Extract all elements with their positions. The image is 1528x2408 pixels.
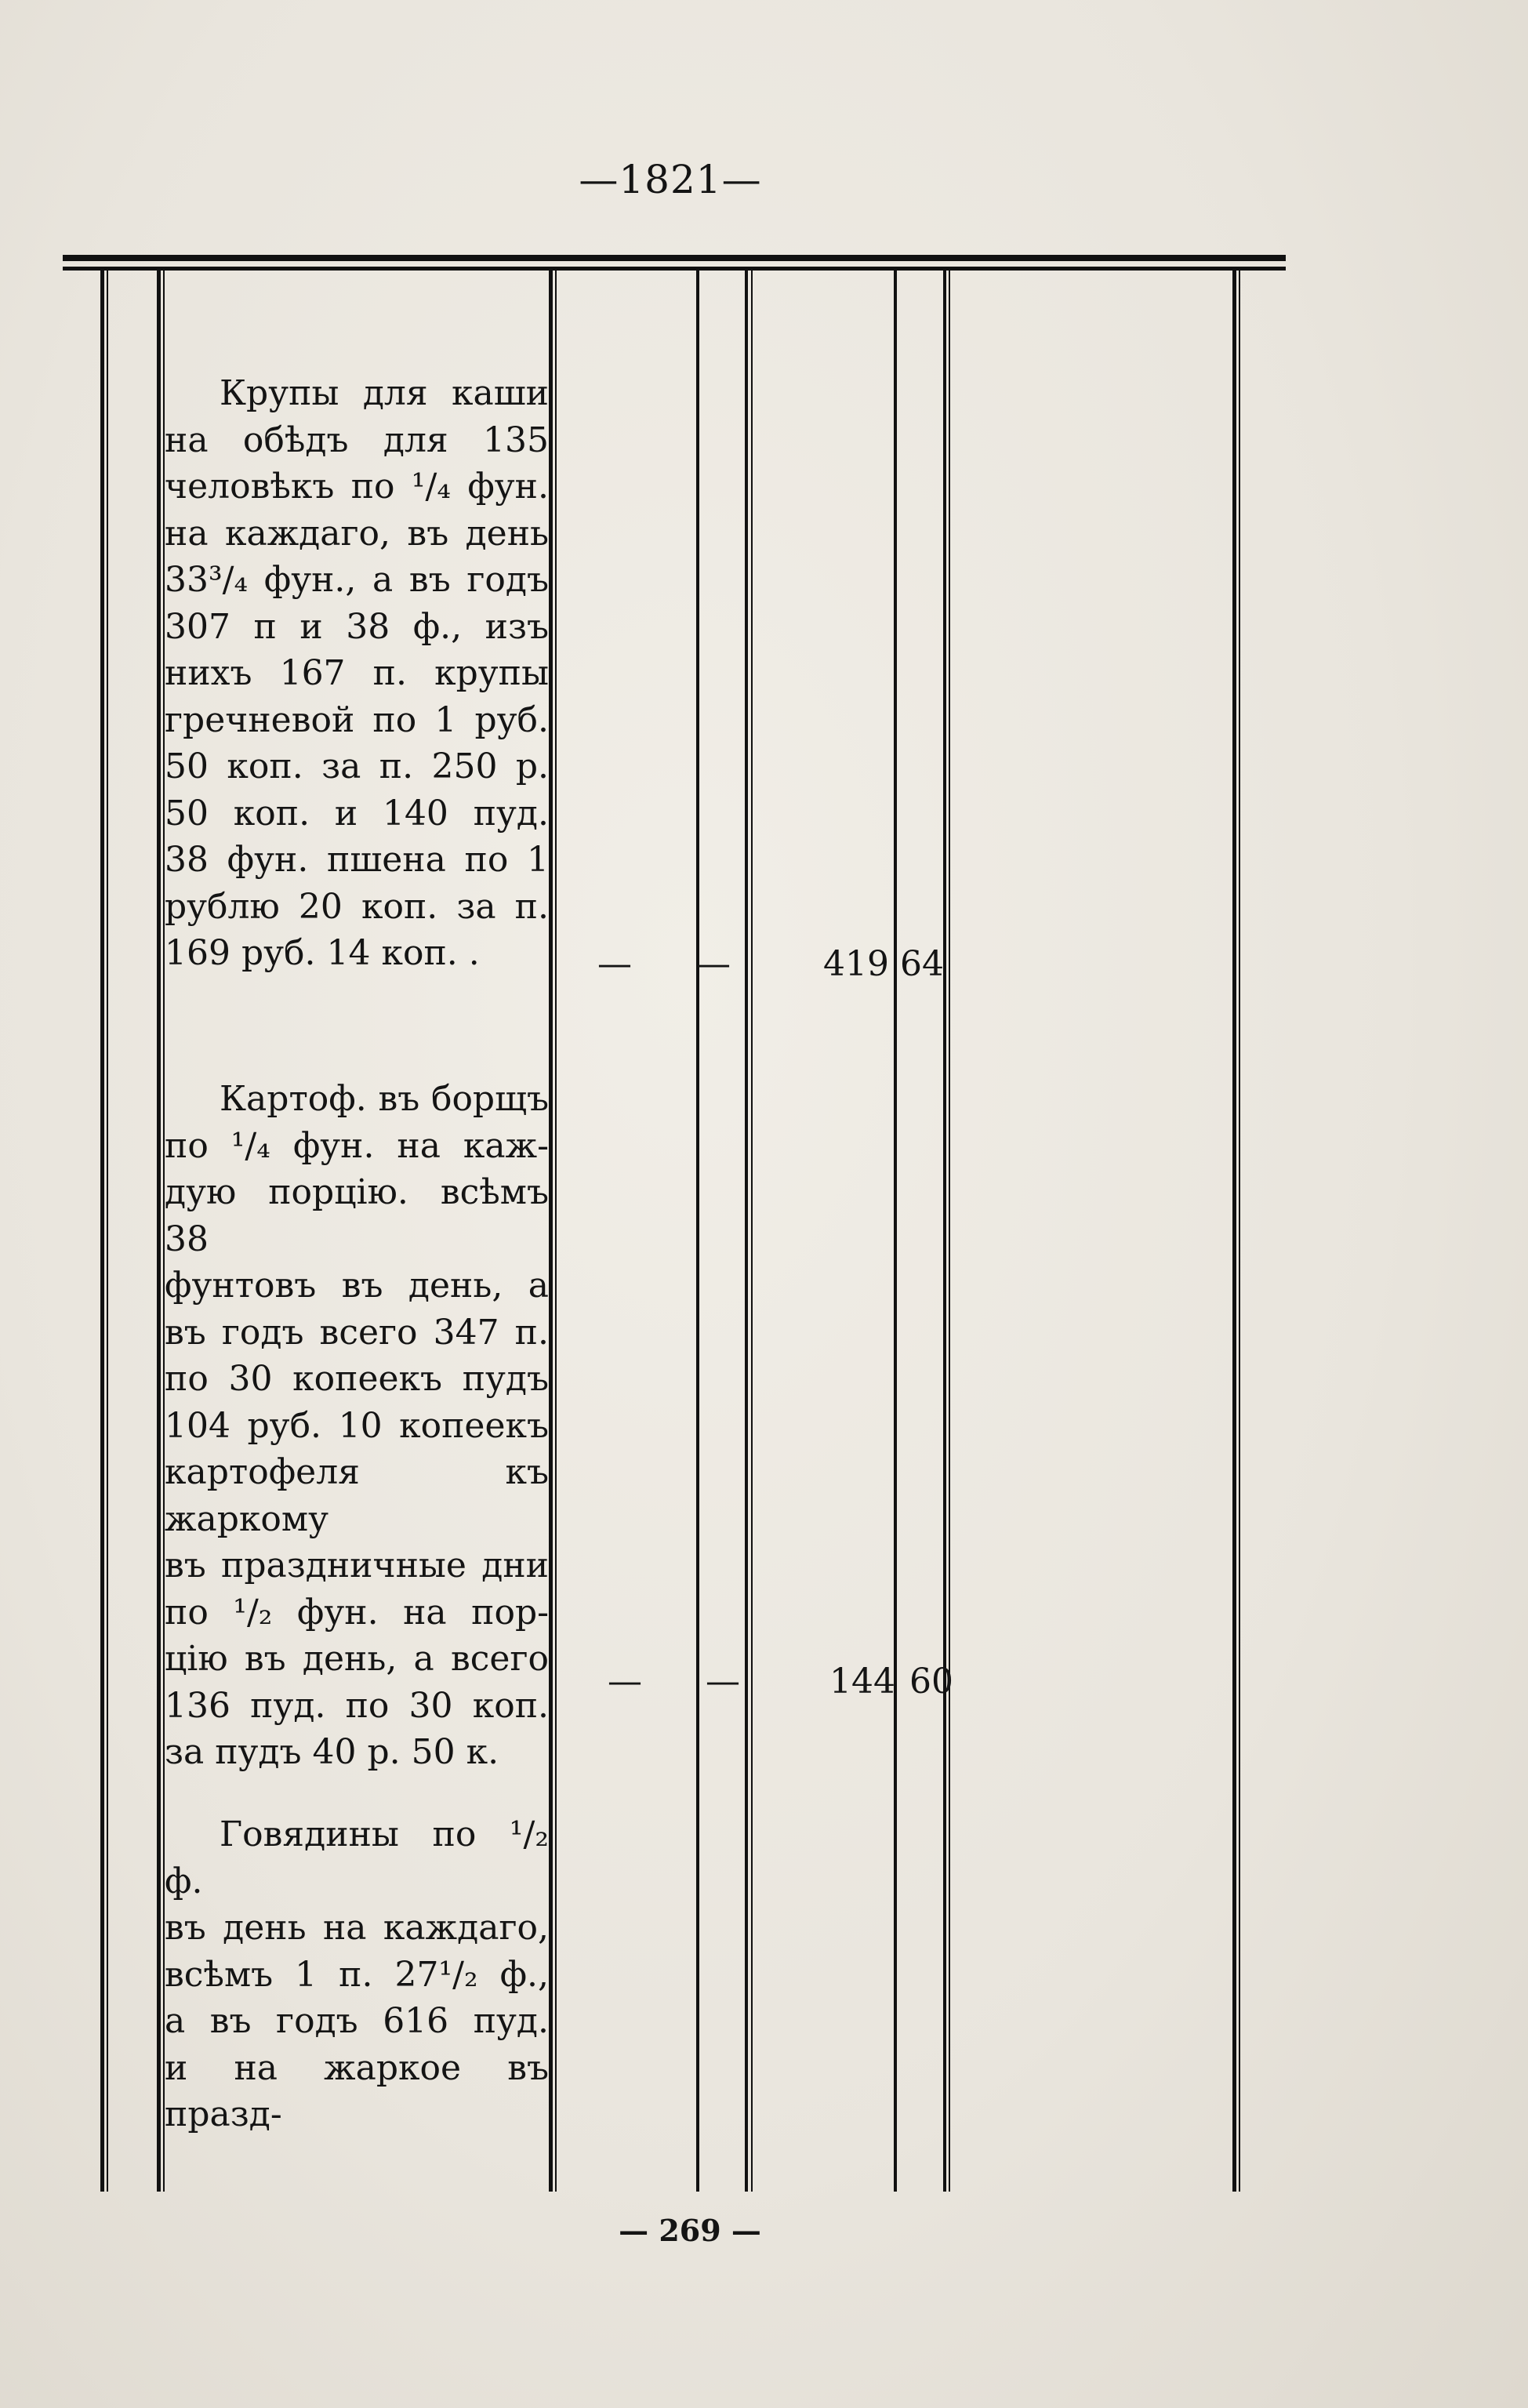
dash-column-2: — — [706, 1662, 740, 1702]
amount-rubles: 144 — [829, 1662, 895, 1702]
column-rule — [894, 271, 897, 2192]
amount-kopecks: 64 — [900, 944, 944, 984]
column-rule — [1232, 271, 1236, 2192]
header-rule-thin — [63, 267, 1286, 271]
column-rule — [100, 271, 104, 2192]
dash-column-1: — — [597, 944, 632, 984]
entry-text-potatoes — [165, 1076, 549, 1776]
entry-line: на каждаго, въ день — [165, 513, 549, 554]
entry-line: 38 фун. пшена по 1 — [165, 840, 549, 880]
column-rule — [107, 271, 108, 2192]
entry-line: 307 п и 38 ф., изъ — [165, 606, 549, 647]
entry-line: на обѣдъ для 135 — [165, 419, 549, 460]
entry-line: а въ годъ 616 пуд. — [165, 2001, 549, 2041]
entry-line: 33³/₄ фун., а въ годъ — [165, 560, 549, 600]
entry-line: по ¹/₄ фун. на каж- — [165, 1125, 549, 1166]
amount-kopecks: 60 — [909, 1662, 953, 1702]
page-number: — 269 — — [619, 2213, 761, 2248]
entry-line: картофеля къ жаркому — [165, 1452, 549, 1539]
entry-line: человѣкъ по ¹/₄ фун. — [165, 467, 549, 507]
column-rule — [549, 271, 553, 2192]
entry-line: за пудъ 40 р. 50 к. — [165, 1732, 499, 1772]
entry-line: въ праздничные дни — [165, 1545, 549, 1585]
column-rule — [555, 271, 557, 2192]
entry-line: по 30 копеекъ пудъ — [165, 1359, 549, 1399]
entry-line: по ¹/₂ фун. на пор- — [165, 1592, 549, 1633]
header-rule-thick — [63, 255, 1286, 261]
entry-line: 104 руб. 10 копеекъ — [165, 1405, 549, 1446]
entry-line: нихъ 167 п. крупы — [165, 653, 549, 693]
entry-line: дую порцію. всѣмъ 38 — [165, 1172, 549, 1259]
dash-column-1: — — [608, 1662, 642, 1702]
entry-line: всѣмъ 1 п. 27¹/₂ ф., — [165, 1954, 549, 1995]
entry-line: въ день на каждаго, — [165, 1908, 549, 1948]
column-rule — [157, 271, 161, 2192]
entry-line: 50 коп. и 140 пуд. — [165, 793, 549, 834]
column-rule — [1239, 271, 1240, 2192]
entry-line: и на жаркое въ празд- — [165, 2047, 549, 2134]
entry-line: въ годъ всего 347 п. — [165, 1312, 549, 1353]
entry-line: рублю 20 коп. за п. — [165, 886, 549, 927]
column-rule — [949, 271, 950, 2192]
entry-line: гречневой по 1 руб. — [165, 699, 549, 740]
column-rule — [696, 271, 699, 2192]
entry-line: 50 коп. за п. 250 р. — [165, 746, 549, 786]
entry-line: Картоф. въ борщъ — [220, 1079, 549, 1119]
page-header-year: —1821— — [579, 157, 762, 202]
entry-line: 136 пуд. по 30 коп. — [165, 1685, 549, 1726]
dash-column-2: — — [696, 944, 731, 984]
amount-rubles: 419 — [823, 944, 889, 984]
entry-line: цію въ день, а всего — [165, 1639, 549, 1679]
column-rule — [943, 271, 946, 2192]
entry-line: Говядины по ¹/₂ ф. — [165, 1814, 549, 1901]
entry-text-beef — [165, 1811, 549, 2138]
entry-line: Крупы для каши — [220, 373, 549, 413]
column-rule — [745, 271, 748, 2192]
entry-line: 169 руб. 14 коп. . — [165, 933, 480, 973]
entry-text-groats — [165, 370, 549, 977]
entry-line: фунтовъ въ день, а — [165, 1266, 549, 1306]
column-rule — [751, 271, 753, 2192]
